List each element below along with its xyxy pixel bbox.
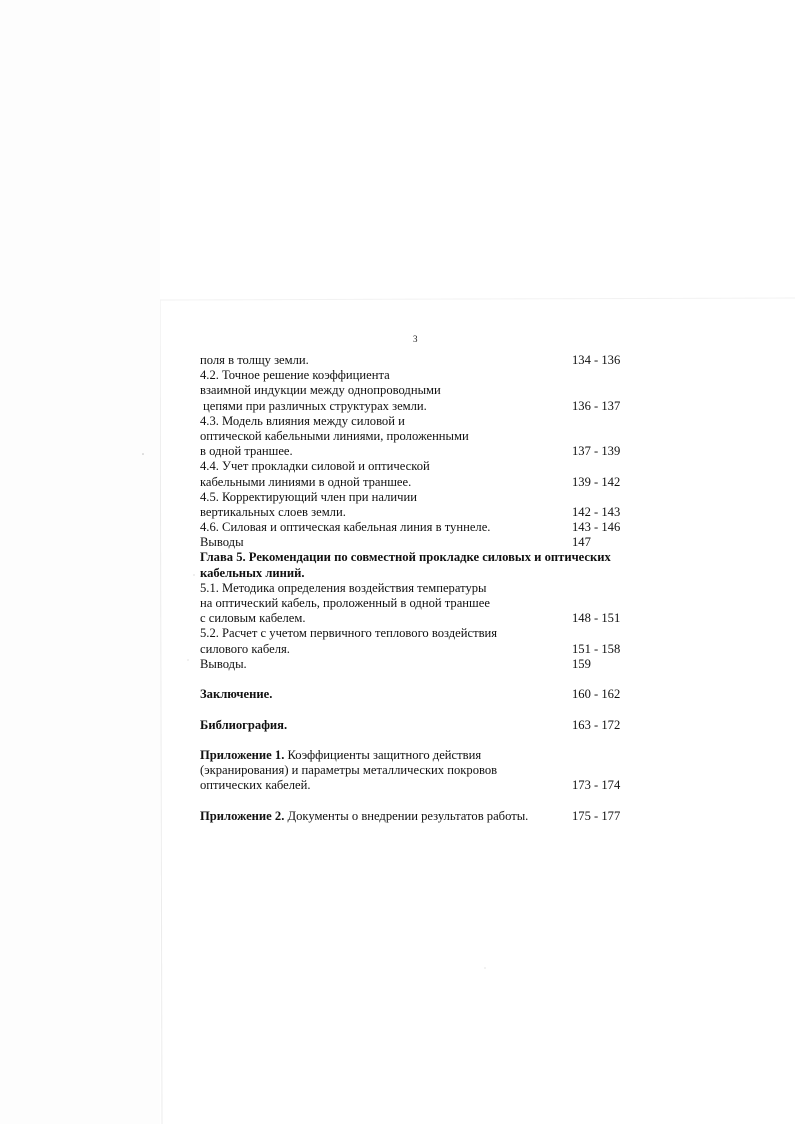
toc-line-text: Выводы. [200,656,247,671]
toc-line-text: силового кабеля. [200,641,290,656]
toc-appendix-2 [200,809,640,824]
toc-line-text: Глава 5. Рекомендации по совместной прокладке силовых и оптических [200,550,611,565]
toc-line-pages: 175 - 177 [572,808,621,823]
toc-line-text: взаимной индукции между однопроводными [200,383,441,398]
toc-line [200,353,640,368]
toc-chapter-heading [200,550,640,565]
appendix-title: Документы о внедрении результатов работы. [284,808,529,823]
toc-appendix-1 [200,748,640,763]
toc-line-text: 4.3. Модель влияния между силовой и [200,413,405,428]
toc-line [200,429,640,444]
toc-line [200,399,640,414]
toc-line [200,505,640,520]
toc-line [200,414,640,429]
toc-line [200,520,640,535]
toc-line-pages: 134 - 136 [572,353,621,367]
toc-line-pages: 148 - 151 [572,611,621,626]
toc-line-text: с силовым кабелем. [200,611,306,626]
toc-line-text: вертикальных слоев земли. [200,504,346,519]
toc-line [200,778,640,793]
toc-conclusion [200,687,640,702]
toc-line-text: 4.4. Учет прокладки силовой и оптической [200,459,430,474]
toc-line [200,383,640,398]
toc-line [200,459,640,474]
toc-line [200,626,640,641]
toc-line-text: 4.6. Силовая и оптическая кабельная линия в туннеле. [200,520,491,535]
appendix-title: Коэффициенты защитного действия [284,747,482,762]
appendix-label: Приложение 2. [200,808,285,823]
page-number: 3 [413,334,418,344]
toc-line-pages: 139 - 142 [572,474,621,489]
toc-line-text: Заключение. [200,687,273,702]
toc-line-text: 4.5. Корректирующий член при наличии [200,489,417,504]
toc-line-text: в одной траншее. [200,444,293,459]
toc-line-pages: 147 [572,535,591,550]
toc-line-text [200,809,528,824]
toc-line-text: кабельных линий. [200,565,305,580]
toc-line-text: Выводы [200,535,244,550]
toc-line-pages: 160 - 162 [572,687,621,702]
toc-line-pages: 173 - 174 [572,778,621,793]
toc-line-pages: 159 [572,656,591,671]
toc-bibliography [200,718,640,733]
toc-line-text: поля в толщу земли. [200,353,309,367]
toc-chapter-heading [200,566,640,581]
toc-line-text: 5.1. Методика определения воздействия температуры [200,580,487,595]
table-of-contents [200,353,640,824]
toc-line-text: на оптический кабель, проложенный в одной траншее [200,596,490,610]
toc-line-text: 5.2. Расчет с учетом первичного теплового воздействия [200,626,498,641]
toc-line [200,596,640,611]
toc-line-pages: 142 - 143 [572,504,621,519]
toc-line [200,763,640,778]
toc-line [200,642,640,657]
toc-line [200,368,640,383]
toc-line [200,490,640,505]
toc-line-text: кабельными линиями в одной траншее. [200,474,412,489]
toc-line [200,535,640,550]
toc-line [200,475,640,490]
toc-line [200,444,640,459]
toc-line [200,657,640,672]
toc-line-pages: 163 - 172 [572,717,621,732]
toc-line-pages: 137 - 139 [572,444,621,459]
toc-line [200,581,640,596]
toc-line-text [200,748,481,763]
toc-line-text: оптических кабелей. [200,778,311,793]
toc-line-text: цепями при различных структурах земли. [203,398,427,413]
appendix-label: Приложение 1. [200,747,285,762]
toc-line-pages: 151 - 158 [572,641,621,656]
toc-line-text: (экранирования) и параметры металлических покровов [200,763,498,778]
toc-line-text: оптической кабельными линиями, проложенными [200,428,469,443]
toc-line-text: 4.2. Точное решение коэффициента [200,368,390,383]
toc-line-text: Библиография. [200,717,288,732]
toc-line [200,611,640,626]
toc-line-pages: 143 - 146 [572,520,621,535]
toc-line-pages: 136 - 137 [572,398,621,413]
